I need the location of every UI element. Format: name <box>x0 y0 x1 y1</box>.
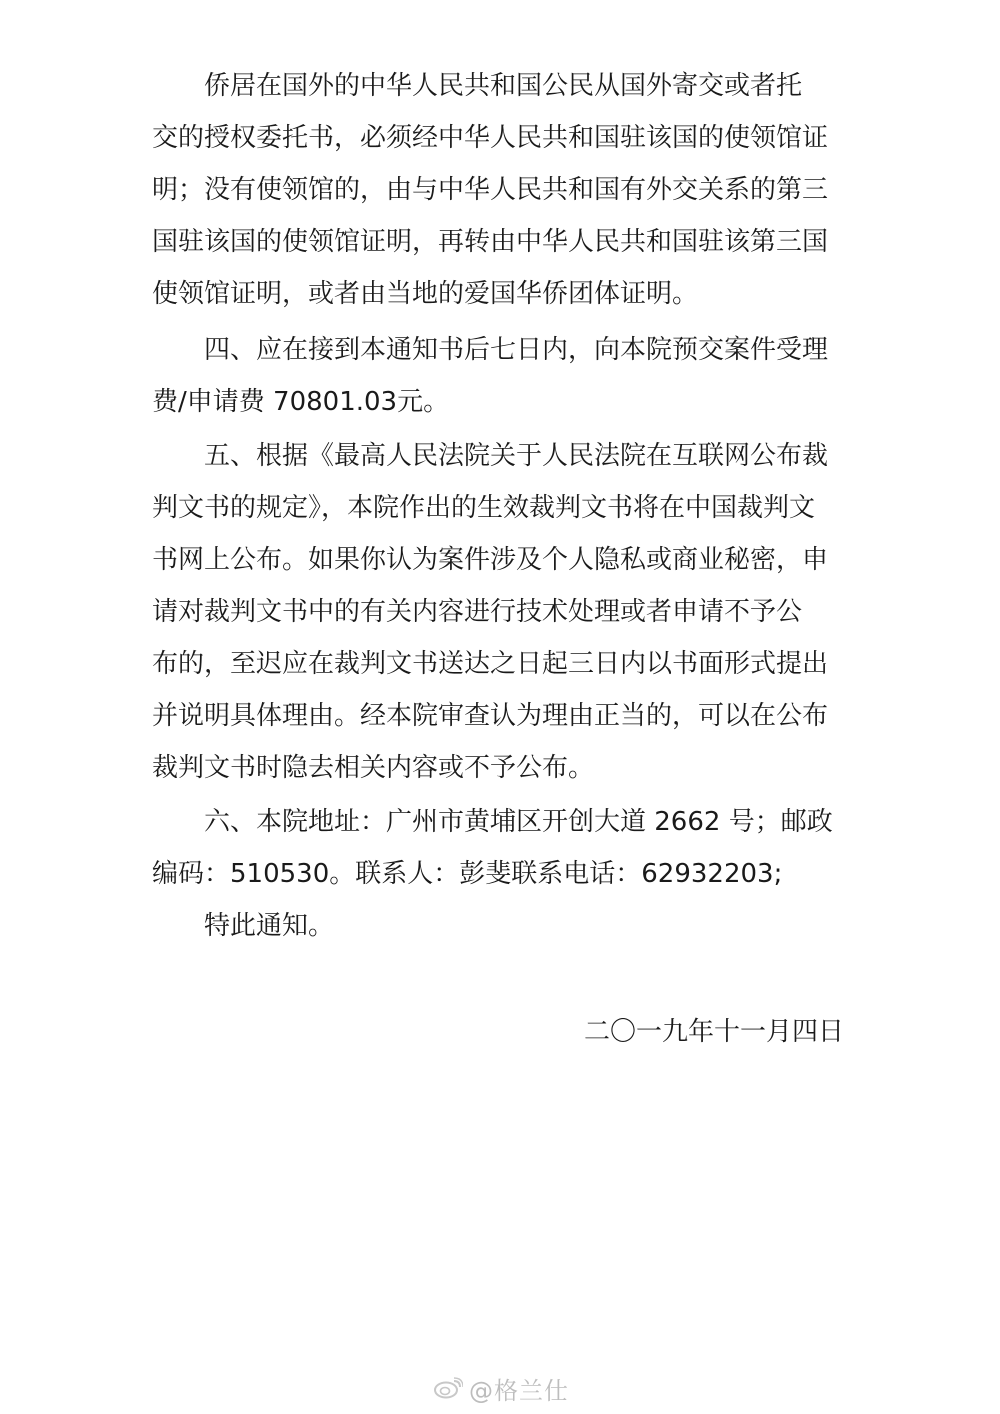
body-line: 五、根据《最高人民法院关于人民法院在互联网公布裁 <box>204 441 829 471</box>
body-line: 明；没有使领馆的，由与中华人民共和国有外交关系的第三 <box>152 175 829 205</box>
document-date: 二〇一九年十一月四日 <box>584 1017 845 1047</box>
body-line: 布的，至迟应在裁判文书送达之日起三日内以书面形式提出 <box>152 649 829 679</box>
body-line: 判文书的规定》，本院作出的生效裁判文书将在中国裁判文 <box>152 493 816 523</box>
body-line: 交的授权委托书，必须经中华人民共和国驻该国的使领馆证 <box>152 123 829 153</box>
watermark <box>0 1368 1000 1408</box>
watermark-text: @格兰仕 <box>469 1376 569 1405</box>
body-line: 国驻该国的使领馆证明，再转由中华人民共和国驻该第三国 <box>152 227 829 257</box>
body-line: 书网上公布。如果你认为案件涉及个人隐私或商业秘密，申 <box>152 545 829 575</box>
body-line: 并说明具体理由。经本院审查认为理由正当的，可以在公布 <box>152 701 829 731</box>
closing-line: 特此通知。 <box>204 911 335 941</box>
weibo-icon <box>433 1377 463 1399</box>
body-line: 四、应在接到本通知书后七日内，向本院预交案件受理 <box>204 335 829 365</box>
body-line: 请对裁判文书中的有关内容进行技术处理或者申请不予公 <box>152 597 803 627</box>
body-line: 使领馆证明，或者由当地的爱国华侨团体证明。 <box>152 279 699 309</box>
body-line: 编码：510530。联系人：彭斐联系电话：62932203; <box>152 859 783 889</box>
body-line: 裁判文书时隐去相关内容或不予公布。 <box>152 753 595 783</box>
body-line: 六、本院地址：广州市黄埔区开创大道 2662 号；邮政 <box>204 807 833 837</box>
body-line: 费/申请费 70801.03元。 <box>152 387 450 417</box>
body-line: 侨居在国外的中华人民共和国公民从国外寄交或者托 <box>204 71 803 101</box>
